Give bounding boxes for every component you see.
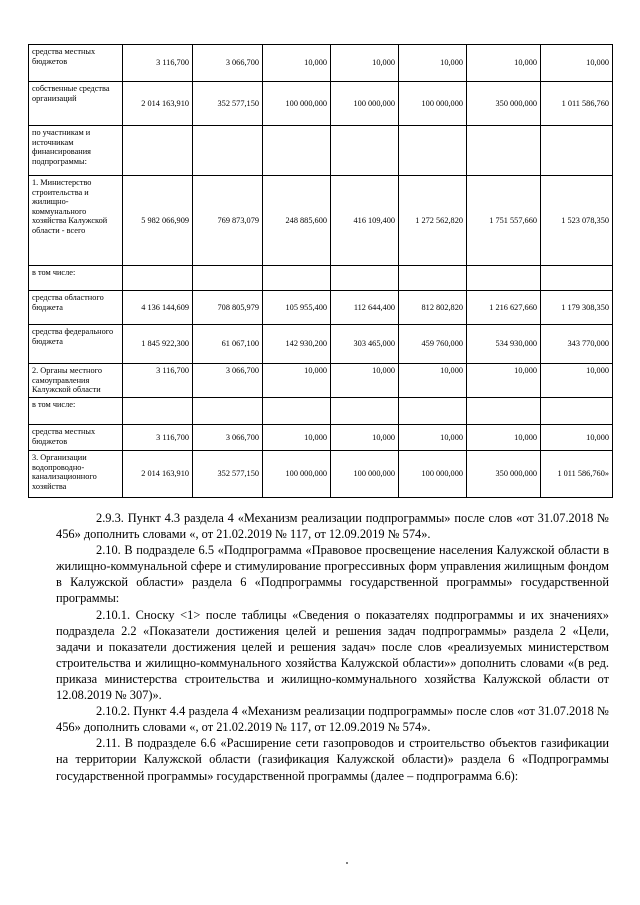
cell-2015: 105 955,400 (263, 291, 331, 325)
cell-2015: 100 000,000 (263, 82, 331, 126)
paragraph-2-11: 2.11. В подразделе 6.6 «Расширение сети газопроводов и строительство объектов газификации на территории Калужской области (газификация Калужской области)» раздела 6 «Подпрограммы государственной программы» государственной программы (далее – подпрограмма 6.6): (56, 736, 609, 783)
table-row (29, 266, 613, 291)
cell-2018 (467, 398, 541, 425)
cell-2018: 10,000 (467, 425, 541, 451)
cell-2016: 416 109,400 (331, 176, 399, 266)
cell-2018: 1 216 627,660 (467, 291, 541, 325)
table-row (29, 82, 613, 126)
cell-2017: 10,000 (399, 364, 467, 398)
cell-2014: 3 066,700 (193, 364, 263, 398)
row-label: средства федерального бюджета (29, 325, 123, 364)
row-label: по участникам и источникам финансирования подпрограммы: (29, 126, 123, 176)
cell-2018 (467, 126, 541, 176)
cell-2015 (263, 126, 331, 176)
paragraph-2-10-2: 2.10.2. Пункт 4.4 раздела 4 «Механизм реализации подпрограммы» после слов «от 31.07.2018 № 456» дополнить словами «, от 21.02.2019 № 117, от 12.09.2019 № 574». (56, 704, 609, 735)
cell-2018: 10,000 (467, 364, 541, 398)
row-label: в том числе: (29, 398, 123, 425)
cell-2019: 10,000 (541, 364, 613, 398)
table-row (29, 126, 613, 176)
row-label: 2. Органы местного самоуправления Калужской области (29, 364, 123, 398)
cell-2014: 3 066,700 (193, 45, 263, 82)
cell-2015: 10,000 (263, 45, 331, 82)
cell-2015: 100 000,000 (263, 451, 331, 498)
cell-2019 (541, 398, 613, 425)
cell-2017: 100 000,000 (399, 451, 467, 498)
cell-2017 (399, 266, 467, 291)
cell-2019: 1 179 308,350 (541, 291, 613, 325)
cell-2016: 303 465,000 (331, 325, 399, 364)
cell-2015 (263, 398, 331, 425)
scan-speck (346, 862, 348, 864)
table-row (29, 45, 613, 82)
table-row (29, 364, 613, 398)
row-label: средства местных бюджетов (29, 425, 123, 451)
cell-2019: 10,000 (541, 425, 613, 451)
cell-2015: 10,000 (263, 364, 331, 398)
cell-2018: 350 000,000 (467, 451, 541, 498)
cell-2016: 112 644,400 (331, 291, 399, 325)
cell-2017: 10,000 (399, 425, 467, 451)
cell-2015: 248 885,600 (263, 176, 331, 266)
row-label: в том числе: (29, 266, 123, 291)
cell-total: 2 014 163,910 (123, 451, 193, 498)
table-row (29, 325, 613, 364)
cell-total: 1 845 922,300 (123, 325, 193, 364)
cell-2019: 1 011 586,760» (541, 451, 613, 498)
cell-2019: 1 011 586,760 (541, 82, 613, 126)
cell-2016: 10,000 (331, 364, 399, 398)
cell-total (123, 398, 193, 425)
cell-2014: 61 067,100 (193, 325, 263, 364)
row-label: средства местных бюджетов (29, 45, 123, 82)
cell-2014: 3 066,700 (193, 425, 263, 451)
cell-total: 4 136 144,609 (123, 291, 193, 325)
cell-2019: 343 770,000 (541, 325, 613, 364)
cell-2016: 10,000 (331, 45, 399, 82)
row-label: средства областного бюджета (29, 291, 123, 325)
cell-2014 (193, 398, 263, 425)
cell-total (123, 266, 193, 291)
cell-total (123, 126, 193, 176)
cell-2016: 100 000,000 (331, 451, 399, 498)
cell-2018: 350 000,000 (467, 82, 541, 126)
cell-2014 (193, 266, 263, 291)
cell-total: 5 982 066,909 (123, 176, 193, 266)
cell-total: 3 116,700 (123, 364, 193, 398)
cell-2016 (331, 126, 399, 176)
cell-2014: 352 577,150 (193, 451, 263, 498)
financing-table (28, 44, 613, 498)
cell-2019 (541, 266, 613, 291)
cell-2017: 812 802,820 (399, 291, 467, 325)
table-row (29, 451, 613, 498)
cell-2017 (399, 126, 467, 176)
cell-2015: 142 930,200 (263, 325, 331, 364)
cell-2014 (193, 126, 263, 176)
amendments-text (56, 510, 609, 784)
paragraph-2-10-1: 2.10.1. Сноску <1> после таблицы «Сведения о показателях подпрограммы и их значениях» подраздела 2.2 «Показатели достижения целей и решения задач подпрограммы» раздела 2 «Цели, задачи и показатели достижения целей и решения задач» после слов «реализуемых министерством строительства и жилищно-коммунального хозяйства Калужской области»» дополнить словами «(в ред. приказа министерства строительства и жилищно-коммунального хозяйства Калужской области от 12.08.2019 № 307)». (56, 607, 609, 703)
cell-2018 (467, 266, 541, 291)
cell-2014: 769 873,079 (193, 176, 263, 266)
cell-2016 (331, 266, 399, 291)
table-row (29, 398, 613, 425)
paragraph-2-10: 2.10. В подразделе 6.5 «Подпрограмма «Правовое просвещение населения Калужской области в жилищно-коммунальной сфере и стимулирование прогрессивных форм управления жилищным фондом в Калужской области» раздела 6 «Подпрограммы государственной программы» государственной программы: (56, 543, 609, 606)
cell-2018: 1 751 557,660 (467, 176, 541, 266)
table-row (29, 425, 613, 451)
cell-2018: 10,000 (467, 45, 541, 82)
cell-2017 (399, 398, 467, 425)
cell-2014: 352 577,150 (193, 82, 263, 126)
cell-2015: 10,000 (263, 425, 331, 451)
cell-total: 3 116,700 (123, 425, 193, 451)
cell-2017: 100 000,000 (399, 82, 467, 126)
row-label: 3. Организации водопроводно-канализационного хозяйства (29, 451, 123, 498)
cell-2016 (331, 398, 399, 425)
cell-2016: 10,000 (331, 425, 399, 451)
cell-2017: 1 272 562,820 (399, 176, 467, 266)
cell-total: 2 014 163,910 (123, 82, 193, 126)
cell-2019: 10,000 (541, 45, 613, 82)
row-label: собственные средства организаций (29, 82, 123, 126)
paragraph-2-9-3: 2.9.3. Пункт 4.3 раздела 4 «Механизм реализации подпрограммы» после слов «от 31.07.2018 № 456» дополнить словами «, от 21.02.2019 № 117, от 12.09.2019 № 574». (56, 511, 609, 542)
cell-2014: 708 805,979 (193, 291, 263, 325)
cell-2019 (541, 126, 613, 176)
table-row (29, 176, 613, 266)
row-label: 1. Министерство строительства и жилищно-коммунального хозяйства Калужской области - всего (29, 176, 123, 266)
cell-2016: 100 000,000 (331, 82, 399, 126)
cell-2017: 459 760,000 (399, 325, 467, 364)
cell-2017: 10,000 (399, 45, 467, 82)
cell-total: 3 116,700 (123, 45, 193, 82)
cell-2018: 534 930,000 (467, 325, 541, 364)
cell-2015 (263, 266, 331, 291)
cell-2019: 1 523 078,350 (541, 176, 613, 266)
table-row (29, 291, 613, 325)
